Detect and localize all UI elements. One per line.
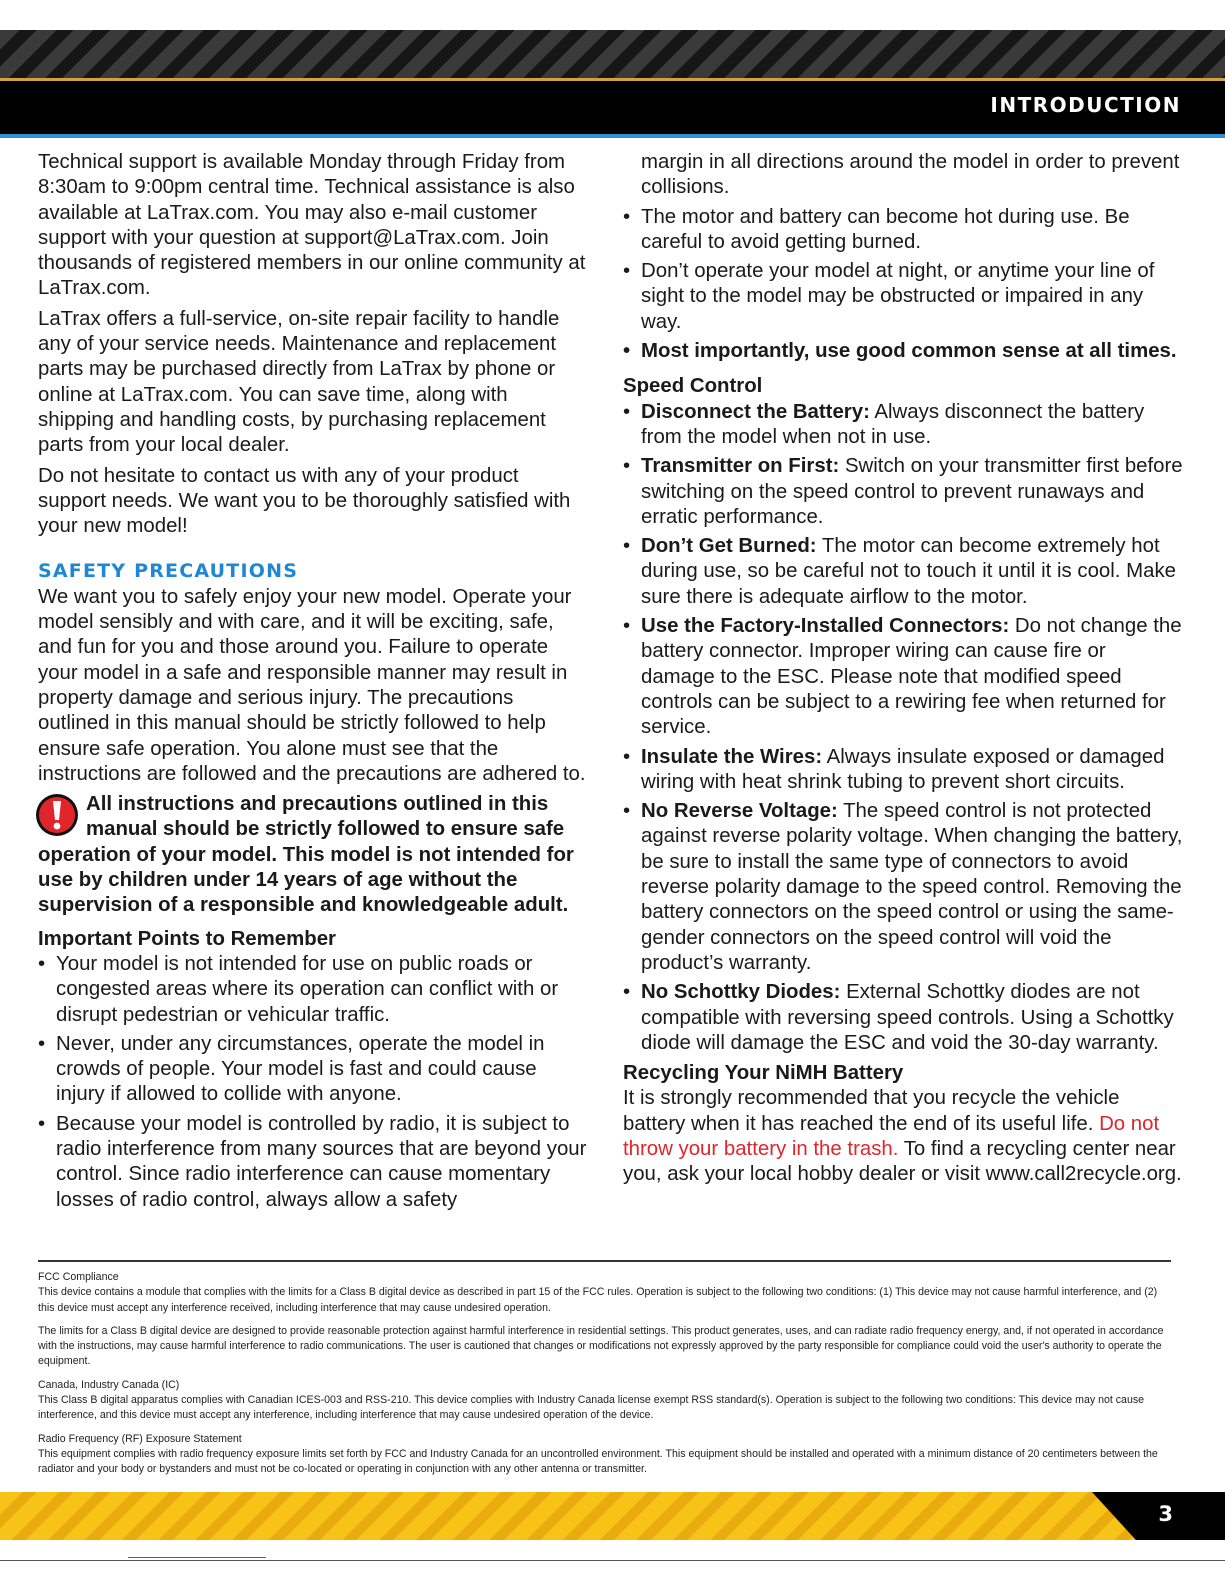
exclamation-warning-icon [34, 792, 80, 838]
list-item: • Because your model is controlled by radio, it is subject to radio interference from many sources that are beyond your control. Since radio interference can cause momentary losses of radio control, always allow a safety [38, 1112, 588, 1213]
list-item [623, 799, 1183, 976]
list-item [623, 534, 1183, 610]
item-label: Insulate the Wires: [641, 745, 823, 768]
ic-title: Canada, Industry Canada (IC) [38, 1378, 180, 1391]
header-blue-rule [0, 134, 1225, 138]
recycling-warning: Do not throw your battery in the trash. [623, 1112, 1160, 1160]
recycling-text: It is strongly recommended that you recycle the vehicle battery when it has reached the end of its useful life. [623, 1087, 1120, 1135]
footer-line [0, 1560, 1225, 1561]
item-text: Always insulate exposed or damaged wiring with heat shrink tubing to prevent short circuits. [641, 745, 1165, 793]
footer-stripe-band [0, 1492, 1225, 1540]
page-number: 3 [1158, 1502, 1173, 1526]
item-label: No Reverse Voltage: [641, 800, 838, 823]
section-title: INTRODUCTION [990, 93, 1181, 117]
item-label: Don’t Get Burned: [641, 535, 817, 558]
item-label: Use the Factory-Installed Connectors: [641, 615, 1010, 638]
safety-paragraph: We want you to safely enjoy your new model. Operate your model sensibly and with care, and it will be exciting, safe, and fun for you and those around you. Failure to operate your model in a safe and responsible manner may result in property damage and serious injury. The precautions outlined in this manual should be strictly followed to help ensure safe operation. You alone must see that the instructions are followed and the precautions are adhered to. [38, 585, 586, 785]
fcc-note [38, 1270, 1173, 1316]
recycling-paragraph [623, 1086, 1183, 1187]
compliance-notes [38, 1270, 1173, 1486]
rf-note [38, 1432, 1173, 1478]
recycling-text-end: To find a recycling center near you, ask your local hobby dealer or visit www.call2recycle.org. [623, 1137, 1182, 1186]
rf-text: This equipment complies with radio frequency exposure limits set forth by FCC and Industry Canada for an uncontrolled environment. This equipment should be installed and operated with a minimum distance of 20 centimeters between the radiator and your body or bystanders and must not be co-located or operating in conjunction with any other antenna or transmitter. [38, 1447, 1158, 1476]
list-item: • Don’t operate your model at night, or anytime your line of sight to the model may be obstructed or impaired in any way. [623, 259, 1183, 335]
rf-title: Radio Frequency (RF) Exposure Statement [38, 1432, 242, 1445]
fcc-title: FCC Compliance [38, 1271, 119, 1283]
fcc-text: This device contains a module that complies with the limits for a Class B digital device as described in part 15 of the FCC rules. Operation is subject to the following two conditions: (1) This device may not cause harmful interference, and (2) this device must accept any interference received, including interference that may cause undesired operation. [38, 1286, 1158, 1314]
intro-paragraph-2: LaTrax offers a full-service, on-site repair facility to handle any of your service needs. Maintenance and replacement parts may be purchased directly from LaTrax by phone or online at LaTrax.com. You can save time, along with shipping and handling costs, by purchasing replacement parts from your local dealer. [38, 307, 560, 457]
list-item [623, 745, 1183, 796]
list-item-bold: • Most importantly, use good common sense at all times. [623, 339, 1183, 364]
item-text: External Schottky diodes are not compatible with reversing speed controls. Using a Schottky diode will damage the ESC and void the 30-day warranty. [641, 981, 1174, 1054]
item-label: Transmitter on First: [641, 455, 840, 478]
recycling-heading: Recycling Your NiMH Battery [623, 1062, 904, 1085]
speed-control-list [623, 400, 1183, 1056]
item-text: Always disconnect the battery from the model when not in use. [641, 400, 1145, 448]
list-item: • Your model is not intended for use on public roads or congested areas where its operation can conflict with or disrupt pedestrian or vehicular traffic. [38, 952, 588, 1028]
warning-text: All instructions and precautions outlined in this manual should be strictly followed to ensure safe operation of your model. This model is not intended for use by children under 14 years of age without the supervision of a responsible and knowledgeable adult. [38, 793, 574, 917]
ic-note [38, 1378, 1173, 1424]
intro-paragraph-3: Do not hesitate to contact us with any of your product support needs. We want you to be thoroughly satisfied with your new model! [38, 464, 571, 538]
list-item: • Never, under any circumstances, operate the model in crowds of people. Your model is fast and could cause injury if allowed to collide with anyone. [38, 1032, 588, 1108]
right-column [623, 150, 1183, 1193]
item-text: Switch on your transmitter first before switching on the speed control to prevent runaways and erratic performance. [641, 455, 1183, 528]
right-points-list [623, 205, 1183, 365]
item-text: The motor can become extremely hot during use, so be careful not to touch it until it is cool. Make sure there is adequate airflow to the motor. [641, 535, 1176, 608]
list-item [623, 454, 1183, 530]
notes-divider [38, 1260, 1171, 1262]
header-stripe-band [0, 30, 1225, 80]
points-list [38, 952, 588, 1213]
points-heading: Important Points to Remember [38, 927, 336, 950]
left-column [38, 150, 588, 1217]
safety-heading: SAFETY PRECAUTIONS [38, 560, 299, 583]
item-label: No Schottky Diodes: [641, 981, 841, 1004]
footer-link-underline [128, 1557, 266, 1558]
item-text: The speed control is not protected against reverse polarity voltage. When changing the battery, be sure to install the same type of connectors to avoid reverse polarity damage to the speed control. Removing the battery connectors on the speed control or using the same-gender connectors on the speed control will void the product’s warranty. [641, 800, 1183, 974]
speed-control-heading: Speed Control [623, 375, 763, 398]
continued-point: margin in all directions around the model in order to prevent collisions. [641, 151, 1180, 199]
list-item [623, 980, 1183, 1056]
item-text: Do not change the battery connector. Improper wiring can cause fire or damage to the ESC. Please note that modified speed controls can be subject to a rewiring fee when returned for service. [641, 615, 1182, 739]
list-item [623, 400, 1183, 451]
list-item [623, 614, 1183, 740]
ic-text: This Class B digital apparatus complies with Canadian ICES-003 and RSS-210. This device complies with Industry Canada license exempt RSS standard(s). Operation is subject to the following two conditions: This device may not cause interference, and this device must accept any interference, including interference that may cause undesired operation of the device. [38, 1394, 1145, 1422]
list-item: • The motor and battery can become hot during use. Be careful to avoid getting burned. [623, 205, 1183, 256]
warning-block [38, 792, 588, 918]
item-label: Disconnect the Battery: [641, 400, 870, 423]
intro-paragraph-1: Technical support is available Monday through Friday from 8:30am to 9:00pm central time. Technical assistance is also available at LaTrax.com. You may also e-mail customer support with your question at support@LaTrax.com. Join thousands of registered members in our online community at LaTrax.com. [38, 151, 586, 300]
limits-note: The limits for a Class B digital device are designed to provide reasonable protection against harmful interference in residential settings. This product generates, uses, and can radiate radio frequency energy, and, if not operated in accordance with the instructions, may cause harmful interference to radio communications. The user is cautioned that changes or modifications not expressly approved by the party responsible for compliance could void the user's authority to operate the equipment. [38, 1324, 1164, 1368]
